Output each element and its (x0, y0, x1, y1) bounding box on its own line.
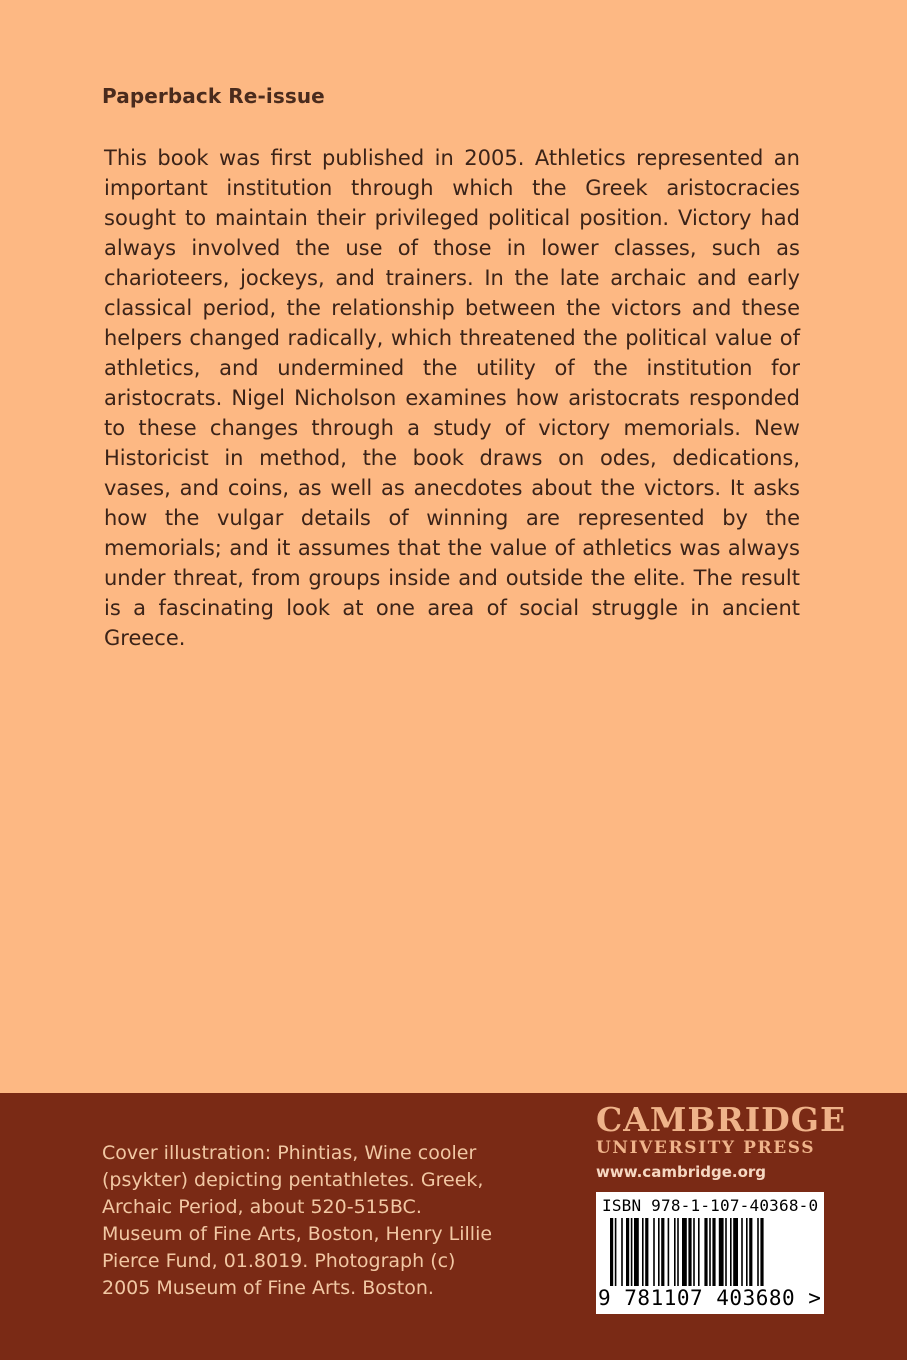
barcode-bar (709, 1218, 711, 1286)
barcode-bar (733, 1218, 738, 1286)
barcode-bar (642, 1218, 644, 1286)
barcode-bar (661, 1218, 664, 1286)
barcode-bar (719, 1218, 724, 1286)
barcode-digits: 9 781107 403680 > (598, 1286, 822, 1310)
barcode-bar (688, 1218, 691, 1286)
publisher-name: CAMBRIDGE (596, 1100, 847, 1139)
cover-illustration-credit: Cover illustration: Phintias, Wine cooler (psykter) depicting pentathletes. Greek, Archaic Period, about 520-515BC. Museum of Fine Arts, Boston, Henry Lillie Pierce Fund, 01.8019. Photograph (c) 2005 Museum of Fine Arts. Boston. (102, 1142, 493, 1299)
publisher-block (596, 1100, 847, 1183)
edition-label: Paperback Re-issue (102, 84, 325, 108)
barcode-bar (757, 1218, 759, 1286)
barcode-panel (596, 1192, 824, 1314)
barcode-bar (668, 1218, 670, 1286)
barcode-bar (730, 1218, 732, 1286)
barcode-bar (631, 1218, 633, 1286)
barcode-bar (760, 1218, 763, 1286)
barcode-bar (653, 1218, 655, 1286)
barcode-bar (725, 1218, 727, 1286)
publisher-subtitle: UNIVERSITY PRESS (596, 1138, 816, 1158)
barcode-bar (674, 1218, 676, 1286)
barcode-bar (634, 1218, 639, 1286)
barcode-bar (610, 1218, 613, 1286)
barcode-bar (698, 1218, 700, 1286)
barcode-bar (615, 1218, 617, 1286)
barcode-bar (677, 1218, 679, 1286)
barcode-bar (693, 1218, 695, 1286)
barcode-bars (610, 1218, 812, 1286)
barcode-bar (626, 1218, 629, 1286)
barcode-bar (645, 1218, 648, 1286)
barcode-bar (621, 1218, 623, 1286)
publisher-url: www.cambridge.org (596, 1163, 767, 1181)
book-description: This book was first published in 2005. Athletics represented an important institution through which the Greek aristocracies sought to maintain their privileged political position. Victory had always involved the use of those in lower classes, such as charioteers, jockeys, and trainers. In the late archaic and early classical period, the relationship between the victors and these helpers changed radically, which threatened the political value of athletics, and undermined the utility of the institution for aristocrats. Nigel Nicholson examines how aristocrats responded to these changes through a study of victory memorials. New Historicist in method, the book draws on odes, dedications, vases, and coins, as well as anecdotes about the victors. It asks how the vulgar details of winning are represented by the memorials; and it assumes that the value of athletics was always under threat, from groups inside and outside the elite. The result is a fascinating look at one area of social struggle in ancient Greece. (104, 146, 800, 650)
barcode-bar (682, 1218, 687, 1286)
barcode-bar (741, 1218, 743, 1286)
barcode-bar (712, 1218, 715, 1286)
barcode-bar (704, 1218, 707, 1286)
isbn-label: ISBN 978-1-107-40368-0 (602, 1196, 819, 1215)
barcode-bar (746, 1218, 748, 1286)
barcode-bar (749, 1218, 752, 1286)
barcode-bar (658, 1218, 660, 1286)
